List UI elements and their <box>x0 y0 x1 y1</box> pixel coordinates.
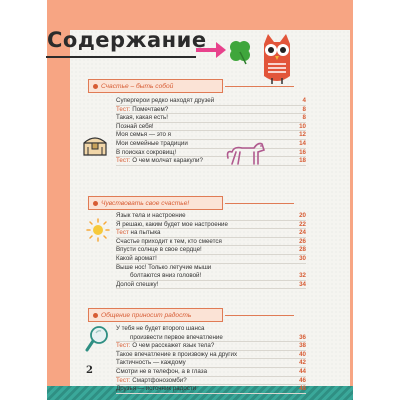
toc-entry: Познай себя! 10 <box>116 122 306 130</box>
toc-entry: Супергерои редко находят друзей 4 <box>116 97 306 104</box>
toc-entry: Мои семейные традиции 14 <box>116 139 306 147</box>
toc-entry: Выше нос! Только летучие мыши <box>116 263 212 271</box>
toc-entry: Такое впечатление в произвожу на других 40 <box>116 350 306 358</box>
page-title: Содержание <box>47 28 207 52</box>
section-rule <box>225 315 294 316</box>
toc-entry: Смотри не в телефон, а в глаза 44 <box>116 367 306 375</box>
toc-entry: Тест: О чем расскажет язык тела? 38 <box>116 342 306 350</box>
treasure-chest-icon <box>82 133 108 157</box>
toc-entry: Тест: Смартфонозомби? 46 <box>116 376 306 384</box>
toc-entry: Такая, какая есть! 8 <box>116 114 306 122</box>
toc-entry: У тебя не будет второго шанса <box>116 325 205 332</box>
toc-entry: Какой аромат! 30 <box>116 254 306 262</box>
title-underline <box>46 56 196 58</box>
toc-entry: Счастье приходит к тем, кто смеется 26 <box>116 237 306 245</box>
pink-arrow-icon <box>194 38 228 62</box>
sun-icon <box>86 218 110 242</box>
section-bullet-icon <box>93 84 98 89</box>
owl-icon <box>258 32 296 88</box>
section-title-2: Чувствовать свое счастье! <box>88 196 223 210</box>
toc-entry: болтаются вниз головой! 32 <box>116 272 306 281</box>
page-number: 2 <box>86 365 93 376</box>
clover-icon <box>226 38 254 66</box>
section-bullet-icon <box>93 313 98 318</box>
toc-list-1 <box>116 97 306 166</box>
toc-list-3 <box>116 325 306 394</box>
section-title-3: Общение приносит радость <box>88 308 223 322</box>
toc-entry: Тактичность — каждому 42 <box>116 359 306 367</box>
toc-entry: Язык тела и настроение 20 <box>116 212 306 219</box>
horse-icon <box>224 138 268 168</box>
toc-entry: В поисках сокровищ! 16 <box>116 148 306 156</box>
section-bullet-icon <box>93 201 98 206</box>
section-rule <box>225 86 294 87</box>
toc-entry: Моя семья — это я 12 <box>116 131 306 139</box>
toc-entry: Тест: Помечтаем? 8 <box>116 105 306 113</box>
toc-entry: произвести первое впечатление 36 <box>116 334 306 343</box>
toc-entry: Друзья — источник радости 48 <box>116 385 306 393</box>
toc-entry: Впусти солнце в свое сердце! 28 <box>116 246 306 254</box>
toc-entry: Тест на пытыка 24 <box>116 229 306 237</box>
section-title-1: Счастье – быть собой <box>88 79 223 93</box>
toc-list-2 <box>116 212 306 289</box>
hand-mirror-icon <box>84 325 110 353</box>
toc-entry: Тест: О чем молчат каракули? 18 <box>116 157 306 165</box>
toc-entry: Я решаю, каким будет мое настроение 22 <box>116 220 306 228</box>
toc-entry: Долой спешку! 34 <box>116 280 306 288</box>
section-rule <box>225 203 294 204</box>
